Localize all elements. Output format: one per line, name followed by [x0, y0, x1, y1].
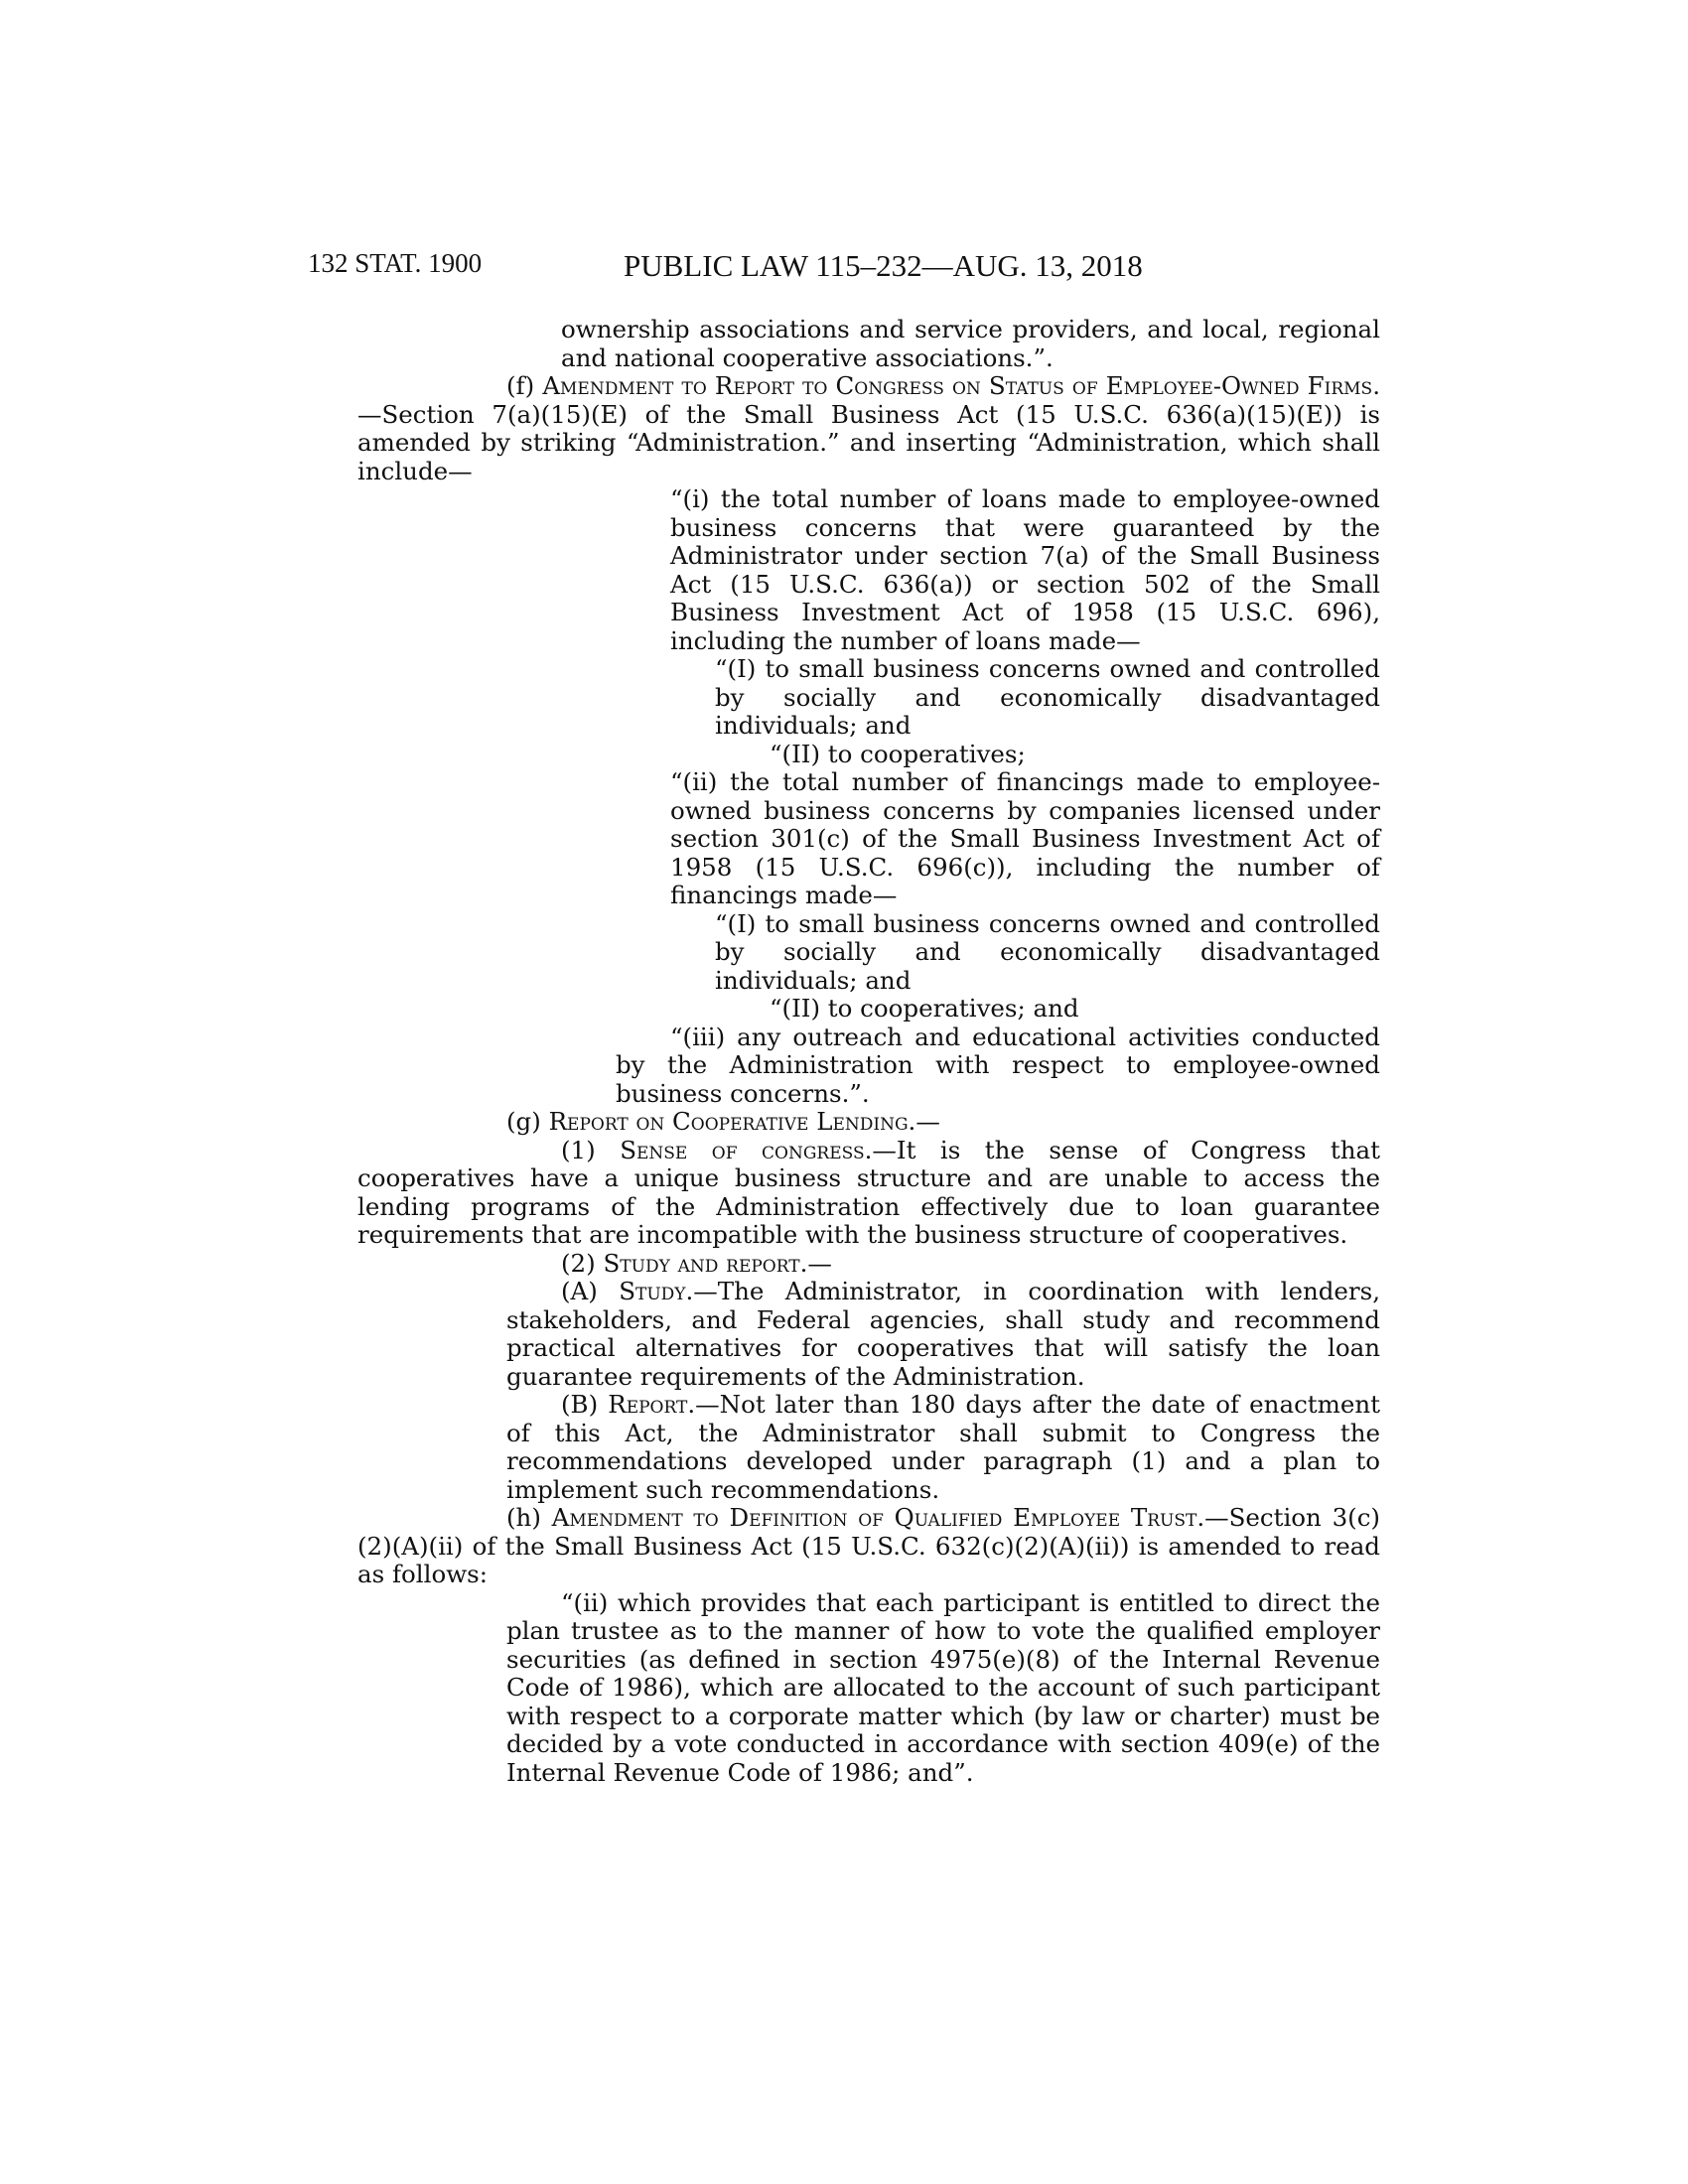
subclause-II: “(II) to cooperatives; and: [770, 994, 1079, 1023]
subparagraph-A: (A) Study.—The Administrator, in coordination with lenders, stakeholders, and Federal agencies, shall study and recommend practical alternatives for cooperatives that will satisfy the loan guarantee requirements of the Administration.: [506, 1277, 1380, 1391]
subsection-f: (f) Amendment to Report to Congress on Status of Employee-Owned Firms.—Section 7(a)(15)(E) of the Small Business Act (15 U.S.C. 636(a)(15)(E)) is amended by striking “Administration.” and inserting “Administration, which shall include—: [357, 371, 1380, 485]
statute-text: [357, 315, 1380, 1787]
subparagraph-B: (B) Report.—Not later than 180 days after the date of enactment of this Act, the Administrator shall submit to Congress the recommendations developed under paragraph (1) and a plan to implement such recommendations.: [506, 1390, 1380, 1504]
subclause-II: “(II) to cooperatives;: [770, 739, 1026, 768]
paragraph-2: (2) Study and report.—: [561, 1248, 832, 1278]
clause-iii: “(iii) any outreach and educational activities conducted by the Administration with respect to employee-owned business concerns.”.: [616, 1022, 1380, 1108]
subsection-heading: Amendment to Report to Congress on Status of Employee-Owned Firms.: [542, 371, 1380, 400]
subclause-I: “(I) to small business concerns owned and controlled by socially and economically disadvantaged individuals; and: [715, 908, 1380, 995]
subsection-g: (g) Report on Cooperative Lending.—: [506, 1107, 940, 1136]
paragraph-heading: Sense of congress.: [620, 1135, 873, 1164]
subsection-heading: Amendment to Definition of Qualified Employee Trust.: [551, 1503, 1205, 1532]
paragraph-continuation: ownership associations and service providers, and local, regional and national cooperative associations.”.: [561, 315, 1380, 372]
subclause-I: “(I) to small business concerns owned and controlled by socially and economically disadvantaged individuals; and: [715, 654, 1380, 740]
page-stat-number: 132 STAT. 1900: [308, 248, 483, 278]
subparagraph-heading: Study.: [619, 1277, 694, 1305]
paragraph-1: (1) Sense of congress.—It is the sense of Congress that cooperatives have a unique business structure and are unable to access the lending programs of the Administration effectively due to loan guarantee requirements that are incompatible with the business structure of cooperatives.: [357, 1135, 1380, 1249]
clause-i: “(i) the total number of loans made to employee-owned business concerns that were guaranteed by the Administrator under section 7(a) of the Small Business Act (15 U.S.C. 636(a)) or section 502 of the Small Business Investment Act of 1958 (15 U.S.C. 696), including the number of loans made—: [670, 484, 1380, 655]
paragraph-heading: Study and report.: [603, 1248, 808, 1278]
running-header: [308, 248, 1221, 288]
clause-ii: “(ii) the total number of financings made to employee-owned business concerns by companies licensed under section 301(c) of the Small Business Investment Act of 1958 (15 U.S.C. 696(c)), including the number of financings made—: [670, 767, 1380, 909]
law-title: PUBLIC LAW 115–232—AUG. 13, 2018: [624, 248, 1143, 283]
subsection-h: (h) Amendment to Definition of Qualified Employee Trust.—Section 3(c)(2)(A)(ii) of the Small Business Act (15 U.S.C. 632(c)(2)(A)(ii)) is amended to read as follows:: [357, 1503, 1380, 1588]
subsection-heading: Report on Cooperative Lending.: [548, 1107, 916, 1136]
subparagraph-heading: Report.: [608, 1390, 696, 1419]
clause-ii-amended: “(ii) which provides that each participant is entitled to direct the plan trustee as to the manner of how to vote the qualified employer securities (as defined in section 4975(e)(8) of the Internal Revenue Code of 1986), which are allocated to the account of such participant with respect to a corporate matter which (by law or charter) must be decided by a vote conducted in accordance with section 409(e) of the Internal Revenue Code of 1986; and”.: [506, 1587, 1380, 1787]
